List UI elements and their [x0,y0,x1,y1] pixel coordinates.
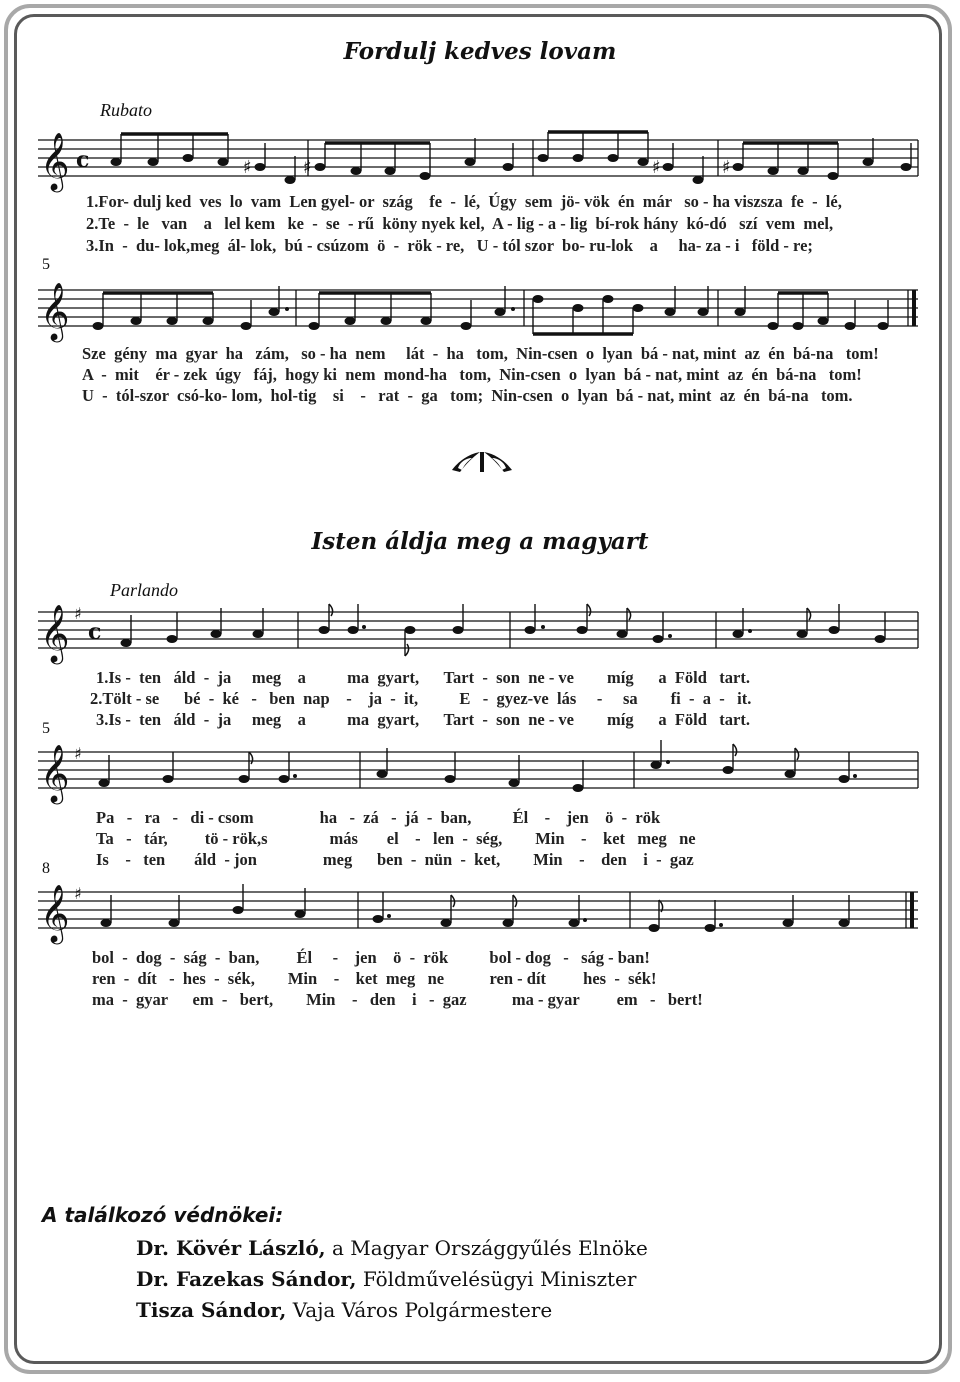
svg-text:♯: ♯ [243,157,252,178]
song2-verse-3-line-3: ma - gyar em - bert, Min - den i - gaz ma - gyar em - bert! [92,990,703,1009]
song1-title: Fordulj kedves lovam [343,38,617,65]
svg-text:♯: ♯ [74,884,82,903]
patron-1-role: a Magyar Országgyűlés Elnöke [332,1236,648,1260]
svg-text:♯: ♯ [74,744,82,763]
svg-text:♯: ♯ [303,157,312,178]
patron-1 [136,1236,648,1260]
song1-measure-number: 5 [42,256,50,273]
song2-staff-2 [38,740,922,810]
patron-2-name: Dr. Fazekas Sándor, [136,1267,357,1291]
song2-verse-2-line-3: ren - dít - hes - sék, Min - ket meg ne ren - dít hes - sék! [92,969,657,988]
treble-clef-icon: 𝄞 [40,744,70,802]
patron-3-role: Vaja Város Polgármestere [292,1298,553,1322]
patron-3 [136,1298,552,1322]
song2-verse-2-line-1: 2.Tölt - se bé - ké - ben nap - ja - it, E - gyez-ve lás - sa fi - a - it. [90,689,752,708]
song2-verse-1-line-3: bol - dog - ság - ban, Él - jen ö - rök bol - dog - ság - ban! [92,948,650,967]
svg-text:c: c [88,619,102,645]
song2-verse-3-line-1: 3.Is - ten áld - ja meg a ma gyart, Tart - son ne - ve míg a Föld tart. [96,710,750,729]
svg-text:♯: ♯ [652,157,661,178]
song2-measure-number-5: 5 [42,720,50,737]
song2-measure-number-8: 8 [42,860,50,877]
patrons-heading: A találkozó védnökei: [42,1203,284,1227]
song2-verse-2-line-2: Ta - tár, tö - rök,s más el - len - ség, Min - ket meg ne [96,829,696,848]
patron-3-name: Tisza Sándor, [136,1298,287,1322]
song2-title: Isten áldja meg a magyart [311,528,649,555]
treble-clef-icon: 𝄞 [40,132,70,190]
song2-staff-3 [38,880,922,950]
svg-text:c: c [76,147,90,173]
svg-text:♯: ♯ [722,157,731,178]
song1-verse-1-line-2: Sze gény ma gyar ha zám, so - ha nem lát - ha tom, Nin-csen o lyan bá - nat, mint az én bá-na tom! [82,344,879,363]
svg-text:♯: ♯ [74,604,82,623]
treble-clef-icon: 𝄞 [40,604,70,662]
patron-2 [136,1267,636,1291]
song2-staff-1 [38,600,922,670]
song1-verse-3-line-1: 3.In - du- lok,meg ál- lok, bú - csúzom ö - rök - re, U - tól szor bo- ru-lok a ha- za - i föld - re; [86,236,813,255]
patron-2-role: Földművelésügyi Miniszter [362,1267,637,1291]
song1-verse-3-line-2: U - tól-szor csó-ko- lom, hol-tig si - rat - ga tom; Nin-csen o lyan bá - nat, mint az én bá-na tom. [82,386,853,405]
song1-verse-1-line-1: 1.For- dulj ked ves lo vam Len gyel- or szág fe - lé, Úgy sem jö- vök én már so - ha viszsza fe - lé, [86,192,842,211]
song2-tempo: Parlando [110,580,179,600]
song2-verse-3-line-2: Is - ten áld - jon meg ben - nün - ket, Min - den i - gaz [96,850,694,869]
song1-verse-2-line-1: 2.Te - le van a lel kem ke - se - rű köny nyek kel, A - lig - a - lig bí-rok hány kó-dó szí vem mel, [86,214,834,233]
patron-1-name: Dr. Kövér László, [136,1236,326,1260]
song2-verse-1-line-2: Pa - ra - di - csom ha - zá - já - ban, Él - jen ö - rök [96,808,661,827]
treble-clef-icon: 𝄞 [40,884,70,942]
song1-verse-2-line-2: A - mit ér - zek úgy fáj, hogy ki nem mond-ha tom, Nin-csen o lyan bá - nat, mint az én bá-na tom! [82,365,862,384]
song1-tempo: Rubato [100,100,152,120]
song1-staff-2 [38,278,922,348]
treble-clef-icon: 𝄞 [40,282,70,340]
leaf-ornament-icon [450,448,514,474]
song1-staff-1 [38,128,922,198]
song2-verse-1-line-1: 1.Is - ten áld - ja meg a ma gyart, Tart - son ne - ve míg a Föld tart. [96,668,750,687]
